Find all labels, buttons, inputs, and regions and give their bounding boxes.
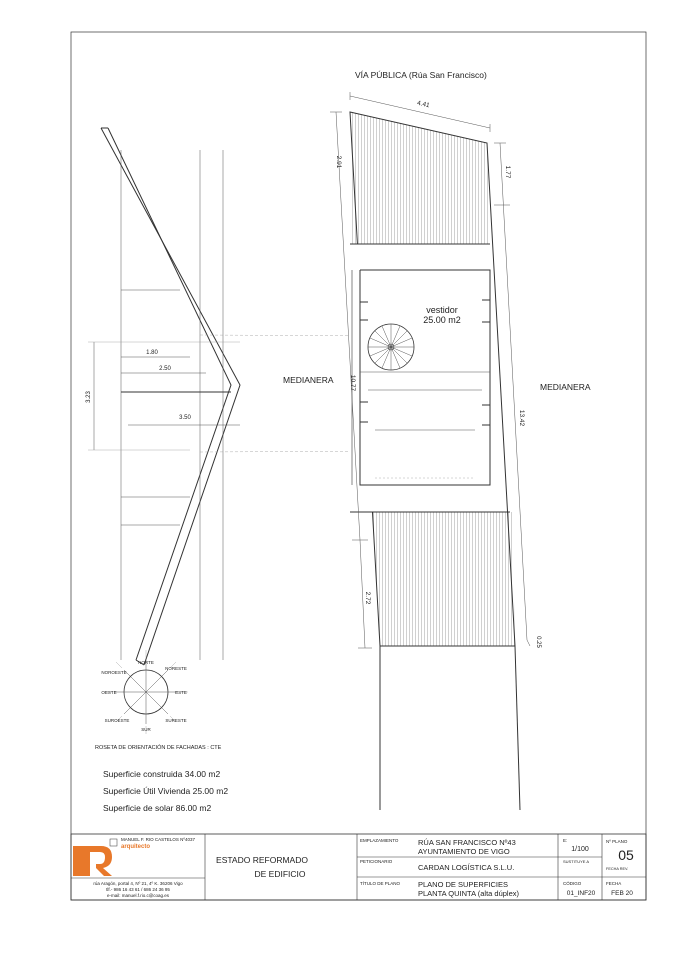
room-area: 25.00 m2 bbox=[423, 315, 461, 325]
codigo-label: CÓDIGO bbox=[563, 881, 582, 886]
compass-so: SUROESTE bbox=[104, 718, 130, 723]
emplazamiento-value2: AYUNTAMIENTO DE VIGO bbox=[418, 847, 510, 856]
escala-value: 1/100 bbox=[571, 846, 589, 853]
compass-n: NORTE bbox=[138, 660, 154, 665]
project-line2: DE EDIFICIO bbox=[254, 869, 306, 879]
compass-no: NOROESTE bbox=[101, 670, 127, 675]
emplazamiento-value1: RÚA SAN FRANCISCO Nº43 bbox=[418, 838, 516, 847]
project-line1: ESTADO REFORMADO bbox=[216, 855, 308, 865]
compass-title: ROSETA DE ORIENTACIÓN DE FACHADAS : CTE bbox=[95, 745, 222, 751]
compass-rose bbox=[101, 650, 188, 734]
floor-plan bbox=[330, 92, 541, 810]
architect-logo bbox=[73, 839, 117, 876]
architect-address: rúa Aragón, portal 4, Nº 21, 4º K. 36206 Vigo bbox=[93, 881, 183, 886]
titulo-label: TÍTULO DE PLANO bbox=[360, 881, 401, 886]
area-util: Superficie Útil Vivienda 25.00 m2 bbox=[103, 786, 229, 796]
fecha-label: FECHA bbox=[606, 881, 622, 886]
medianera-left-label: MEDIANERA bbox=[283, 375, 334, 385]
area-solar: Superficie de solar 86.00 m2 bbox=[103, 803, 212, 813]
dim-left-mid: 10.77 bbox=[349, 374, 356, 392]
compass-s: SUR bbox=[141, 727, 151, 732]
compass-ne: NORESTE bbox=[165, 666, 187, 671]
dim-left-bottom: 2.72 bbox=[364, 591, 371, 605]
architect-name: MANUEL F. RIO CASTELOS Nº4037 bbox=[121, 837, 195, 842]
dim-left-top: 2.91 bbox=[335, 155, 342, 169]
compass-o: OESTE bbox=[101, 690, 117, 695]
street-label: VÍA PÚBLICA (Rúa San Francisco) bbox=[355, 70, 487, 80]
room-name: vestidor bbox=[426, 305, 458, 315]
dim-top-width: 4.41 bbox=[416, 99, 431, 110]
architect-title: arquitecto bbox=[121, 844, 151, 850]
dim-right-mid: 13.42 bbox=[518, 409, 525, 427]
title-block bbox=[71, 834, 646, 900]
architect-phone: tlf.- 986 16 43 61 / 686 24 36 95 bbox=[106, 887, 170, 892]
fecha-rev-label: FECHA REV. bbox=[606, 867, 629, 871]
dim-right-top: 1.77 bbox=[504, 165, 511, 179]
architect-email: e-mail: manuel.f.rio.c@coag.es bbox=[106, 893, 170, 898]
dim-section-350: 3.50 bbox=[179, 415, 191, 421]
titulo-value1: PLANO DE SUPERFICIES bbox=[418, 880, 509, 889]
escala-label: E: bbox=[563, 838, 568, 843]
dim-section-180: 1.80 bbox=[146, 350, 158, 356]
medianera-right-label: MEDIANERA bbox=[540, 382, 591, 392]
dim-section-323: 3.23 bbox=[86, 391, 92, 403]
titulo-value2: PLANTA QUINTA (alta dúplex) bbox=[418, 889, 520, 898]
dim-section-250: 2.50 bbox=[159, 366, 171, 372]
plano-label: Nº PLANO bbox=[606, 839, 628, 844]
compass-e: ESTE bbox=[175, 690, 187, 695]
peticionario-value: CARDAN LOGÍSTICA S.L.U. bbox=[418, 863, 515, 872]
codigo-value: 01_INF20 bbox=[566, 890, 596, 897]
fecha-value: FEB 20 bbox=[611, 890, 633, 897]
area-construida: Superficie construida 34.00 m2 bbox=[103, 769, 221, 779]
spiral-stair bbox=[368, 324, 414, 370]
peticionario-label: PETICIONARIO bbox=[360, 859, 393, 864]
emplazamiento-label: EMPLAZAMIENTO bbox=[360, 838, 399, 843]
dim-right-bottom: 0.25 bbox=[535, 636, 541, 648]
compass-se: SURESTE bbox=[165, 718, 187, 723]
plano-value: 05 bbox=[618, 847, 634, 863]
sustituye-label: SUSTITUYE A bbox=[563, 859, 590, 864]
